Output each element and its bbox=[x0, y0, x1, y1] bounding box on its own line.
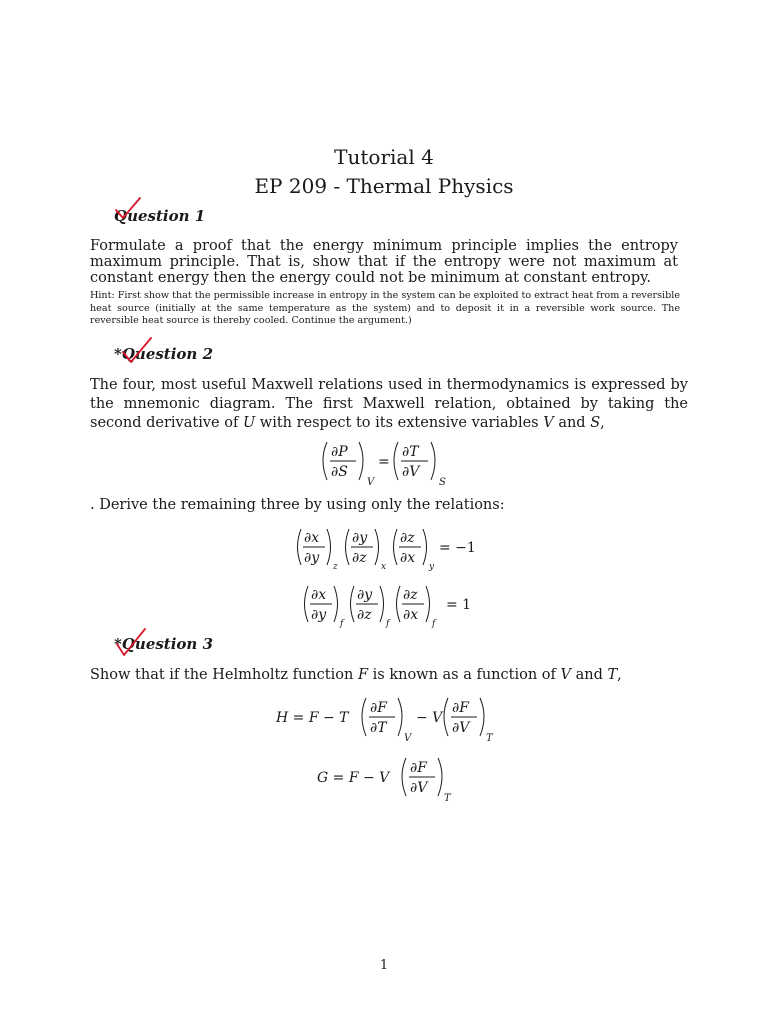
svg-text:∂T: ∂T bbox=[402, 444, 419, 460]
question-1-text: Formulate a proof that the energy minimum principle implies the entropy maximum principle. That is, show that if the entropy were not maximum at constant energy then the energy could not be minimum at constant entropy. bbox=[90, 238, 678, 286]
maxwell-relation-equation bbox=[318, 438, 448, 490]
svg-text:S: S bbox=[439, 477, 446, 488]
page-number: 1 bbox=[379, 958, 389, 973]
svg-text:T: T bbox=[444, 793, 451, 804]
question-1-hint: Hint: First show that the permissible increase in entropy in the system can be exploited to extract heat from a reversible heat source (initially at the same temperature as the system) and to deposit it in a reversible work source. The reversible heat source is thereby cooled. Continue the argument.) bbox=[90, 290, 680, 326]
triple-product-equation bbox=[293, 525, 483, 575]
variable-V: V bbox=[560, 667, 571, 683]
svg-text:∂y: ∂y bbox=[357, 587, 373, 603]
svg-text:=: = bbox=[378, 454, 390, 470]
equation-rhs: = 1 bbox=[446, 597, 472, 613]
svg-text:∂y: ∂y bbox=[304, 550, 320, 566]
question-2-heading: *Question 2 bbox=[114, 345, 214, 363]
enthalpy-mid: − V bbox=[416, 710, 443, 726]
svg-text:∂F: ∂F bbox=[370, 700, 387, 716]
svg-text:∂z: ∂z bbox=[352, 550, 367, 566]
svg-text:V: V bbox=[404, 733, 412, 744]
svg-text:x: x bbox=[381, 562, 387, 572]
question-2-derive-text: . Derive the remaining three by using only the relations: bbox=[90, 497, 505, 513]
svg-text:∂z: ∂z bbox=[400, 530, 415, 546]
variable-T: T bbox=[607, 667, 618, 683]
svg-text:∂z: ∂z bbox=[357, 607, 372, 623]
svg-text:V: V bbox=[367, 477, 375, 488]
svg-text:∂T: ∂T bbox=[370, 720, 387, 736]
svg-text:∂y: ∂y bbox=[352, 530, 368, 546]
variable-V: V bbox=[543, 415, 554, 431]
question-3-text: Show that if the Helmholtz function F is known as a function of V and T, bbox=[90, 667, 622, 683]
question-1-heading: Question 1 bbox=[114, 207, 206, 225]
svg-text:f: f bbox=[432, 619, 436, 629]
svg-text:∂F: ∂F bbox=[410, 760, 427, 776]
variable-U: U bbox=[242, 415, 256, 431]
svg-text:f: f bbox=[386, 619, 390, 629]
gibbs-lhs: G = F − V bbox=[317, 770, 390, 786]
variable-S: S bbox=[590, 415, 601, 431]
enthalpy-equation bbox=[276, 694, 496, 746]
svg-text:∂V: ∂V bbox=[402, 464, 420, 480]
svg-text:z: z bbox=[333, 562, 338, 572]
svg-text:y: y bbox=[429, 562, 435, 572]
svg-text:T: T bbox=[486, 733, 493, 744]
svg-text:∂y: ∂y bbox=[311, 607, 327, 623]
svg-text:∂x: ∂x bbox=[304, 530, 320, 546]
svg-text:∂z: ∂z bbox=[403, 587, 418, 603]
svg-text:∂P: ∂P bbox=[331, 444, 348, 460]
equation-rhs: = −1 bbox=[439, 540, 476, 556]
svg-text:∂x: ∂x bbox=[311, 587, 327, 603]
document-subtitle: EP 209 - Thermal Physics bbox=[254, 174, 514, 198]
question-3-heading: *Question 3 bbox=[114, 635, 214, 653]
enthalpy-lhs: H = F − T bbox=[276, 710, 349, 726]
svg-text:∂F: ∂F bbox=[452, 700, 469, 716]
document-title: Tutorial 4 bbox=[334, 145, 434, 169]
svg-text:∂V: ∂V bbox=[452, 720, 470, 736]
variable-F: F bbox=[357, 667, 369, 683]
question-2-text: The four, most useful Maxwell relations used in thermodynamics is expressed by the mnemonic diagram. The first Maxwell relation, obtained by taking the second derivative of U with respect to its extensive variables V and S, bbox=[90, 377, 688, 431]
svg-text:∂V: ∂V bbox=[410, 780, 428, 796]
chain-rule-equation bbox=[300, 582, 480, 632]
gibbs-equation bbox=[317, 754, 457, 806]
svg-text:∂S: ∂S bbox=[331, 464, 348, 480]
svg-text:f: f bbox=[340, 619, 344, 629]
svg-text:∂x: ∂x bbox=[403, 607, 419, 623]
svg-text:∂x: ∂x bbox=[400, 550, 416, 566]
